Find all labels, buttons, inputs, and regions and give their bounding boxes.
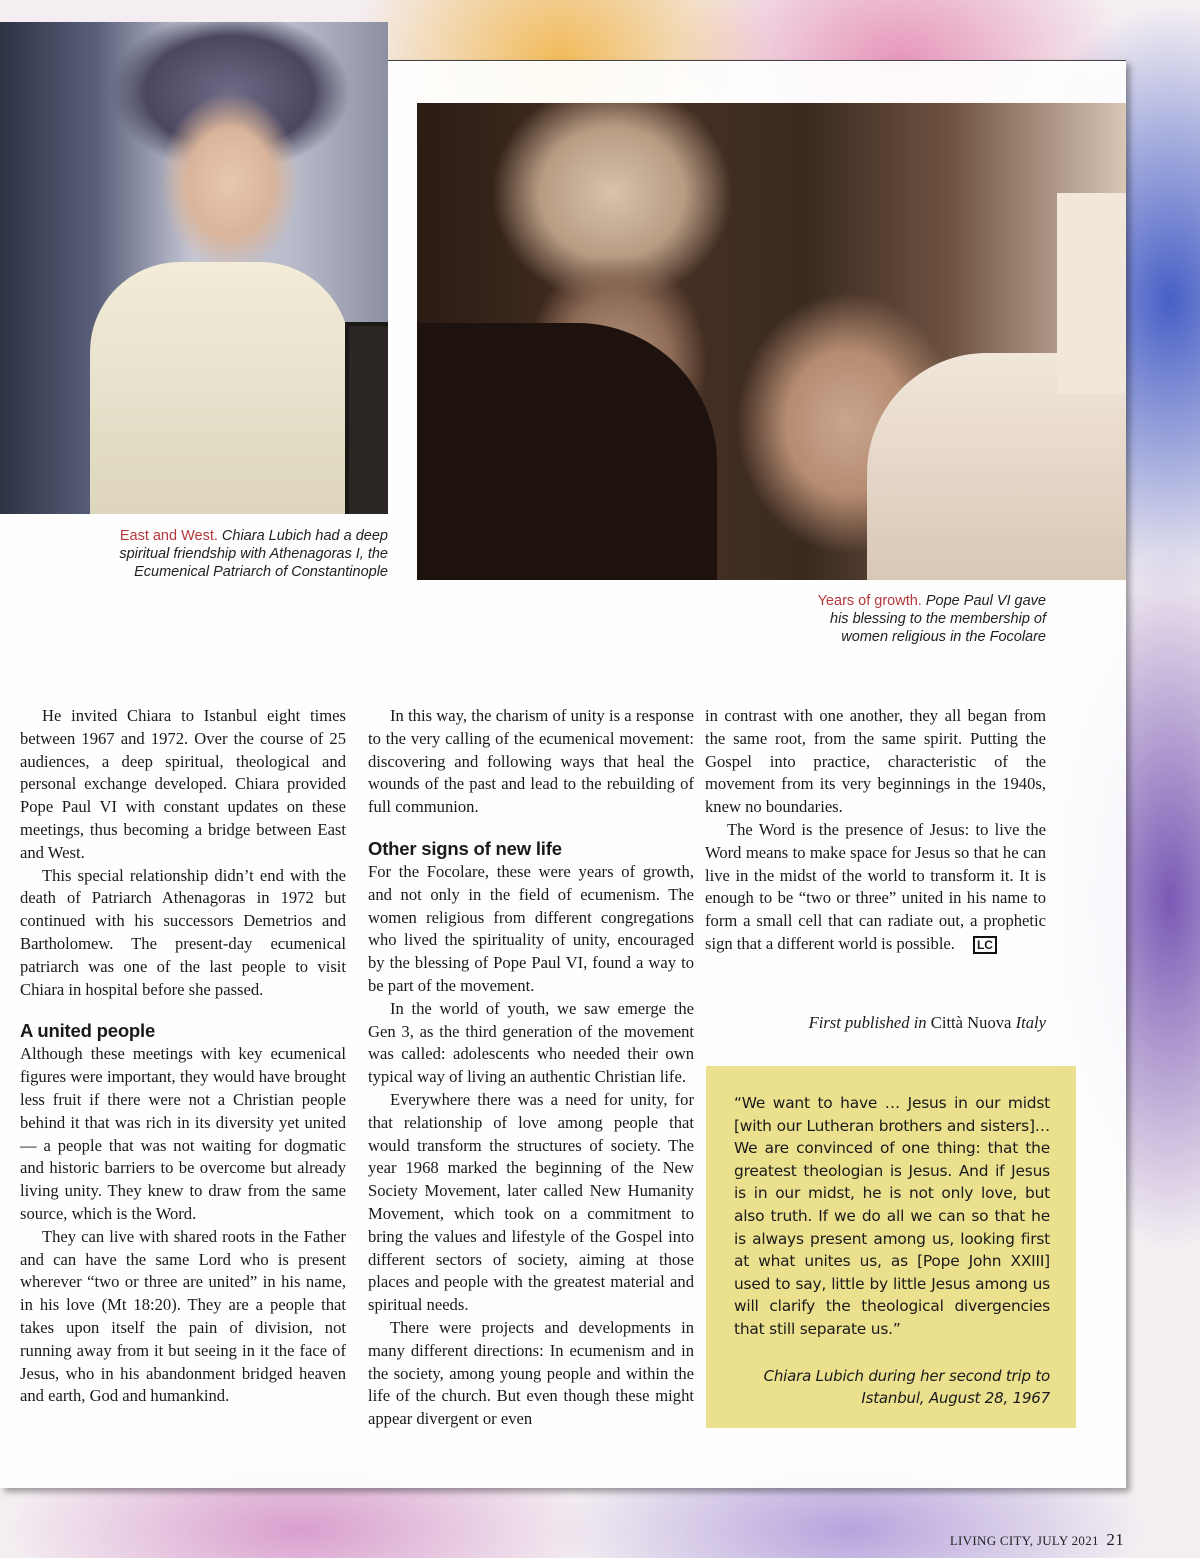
page-footer xyxy=(950,1530,1124,1550)
caption-left xyxy=(60,527,388,581)
caption-right xyxy=(700,592,1046,646)
caption-right-lead: Years of growth. xyxy=(817,593,922,609)
pull-quote-source-line: Chiara Lubich during her second trip to xyxy=(763,1366,1050,1385)
credit-country: Italy xyxy=(1015,1013,1046,1032)
pull-quote-text: “We want to have … Jesus in our midst [with our Lutheran brothers and sisters]… We are convinced of one thing: that the greatest theologian is Jesus. And if Jesus is in our midst, he is not only love, but also truth. If we do all we can so that he is always present among us, looking first at what unites us, as [Pope John XXIII] used to say, little by little Jesus among us will clarify the theological divergencies that still separate us.” xyxy=(734,1094,1050,1338)
photo-pope-paul-vi-blessing xyxy=(417,103,1126,580)
caption-left-lead: East and West. xyxy=(119,528,218,544)
photo-chiara-lubich xyxy=(0,22,388,514)
caption-left-line: spiritual friendship with Athenagoras I, the xyxy=(119,546,388,562)
paragraph: They can live with shared roots in the Father and can have the same Lord who is present wherever “two or three are united” in his name, in his love (Mt 18:20). They are a people that takes upon itself the pain of division, not running away from it but seeing in it the face of Jesus, who in his abandonment bridged heaven and earth, God and humankind. xyxy=(20,1226,346,1406)
paragraph xyxy=(705,819,1046,956)
caption-left-line: Chiara Lubich had a deep xyxy=(221,528,388,544)
photo-detail-frame xyxy=(345,322,388,514)
paragraph: This special relationship didn’t end with the death of Patriarch Athenagoras in 1972 but continued with his successors Demetrios and Bartholomew. The present-day ecumenical patriarch was one of the last people to visit Chiara in hospital before she passed. xyxy=(20,865,346,999)
credit-prefix: First published in xyxy=(808,1013,927,1032)
footer-magazine: LIVING CITY, JULY 2021 xyxy=(949,1533,1099,1548)
credit-publication: Città Nuova xyxy=(930,1013,1012,1032)
paragraph: For the Focolare, these were years of growth, and not only in the field of ecumenism. The women religious from different congregations who lived the spirituality of unity, encouraged by the blessing of Pope Paul VI, found a way to be part of the movement. xyxy=(368,861,694,995)
page-number: 21 xyxy=(1106,1530,1124,1549)
caption-right-line: his blessing to the membership of xyxy=(830,611,1046,627)
caption-right-line: Pope Paul VI gave xyxy=(925,593,1046,609)
pull-quote-box xyxy=(706,1066,1076,1428)
paragraph: In this way, the charism of unity is a response to the very calling of the ecumenical movement: discovering and following ways that heal the wounds of the past and lead to the rebuilding of full communion. xyxy=(368,706,694,817)
paragraph: Everywhere there was a need for unity, for that relationship of love among people that would transform the structures of society. The year 1968 marked the beginning of the New Society Movement, later called New Humanity Movement, which took on a commitment to bring the values and lifestyle of the Gospel into different sectors of society, aiming at those places and people with the greatest material and spiritual needs. xyxy=(368,1089,694,1315)
article-column-1 xyxy=(20,705,346,1408)
subheading-other-signs: Other signs of new life xyxy=(368,837,562,859)
photo-detail-window xyxy=(1057,193,1126,393)
article-column-2 xyxy=(368,705,694,1431)
first-published-credit xyxy=(706,1012,1046,1034)
paragraph: Although these meetings with key ecumenical figures were important, they would have brought less fruit if there were not a Christian people behind it that was rich in its diversity yet united — a people that was not waiting for dogmatic and historic barriers to be overcome but already living unity. They knew to draw from the same source, which is the Word. xyxy=(20,1044,346,1223)
paragraph: There were projects and developments in many different directions: In ecumenism and in the society, among young people and within the life of the church. But even though these might appear divergent or even xyxy=(368,1317,694,1429)
pull-quote-source xyxy=(734,1365,1050,1409)
caption-right-line: women religious in the Focolare xyxy=(841,629,1046,645)
caption-left-line: Ecumenical Patriarch of Constantinople xyxy=(134,564,388,580)
article-column-3 xyxy=(705,705,1046,956)
top-rule xyxy=(388,60,1126,61)
photo-detail-dress xyxy=(90,262,350,514)
pull-quote-source-line: Istanbul, August 28, 1967 xyxy=(861,1388,1050,1407)
end-mark-logo: LC xyxy=(973,936,997,954)
paragraph-text: The Word is the presence of Jesus: to live the Word means to make space for Jesus so that he can live in the midst of the world to transform it. It is enough to be “two or three” united in his name to form a small cell that can radiate out, a prophetic sign that a different world is possible. xyxy=(705,819,1046,953)
paragraph: He invited Chiara to Istanbul eight times between 1967 and 1972. Over the course of 25 audiences, a deep spiritual, theological and personal exchange developed. Chiara provided Pope Paul VI with constant updates on these meetings, thus becoming a bridge between East and West. xyxy=(20,706,346,862)
subheading-united-people: A united people xyxy=(20,1020,156,1042)
paragraph: in contrast with one another, they all began from the same root, from the same spirit. Putting the Gospel into practice, characteristic of the movement from its very beginnings in the 1940s, knew no boundaries. xyxy=(705,706,1046,817)
photo-detail-robe xyxy=(417,323,717,580)
paragraph: In the world of youth, we saw emerge the Gen 3, as the third generation of the movement was called: adolescents who needed their own typical way of living an authentic Christian life. xyxy=(368,998,694,1087)
